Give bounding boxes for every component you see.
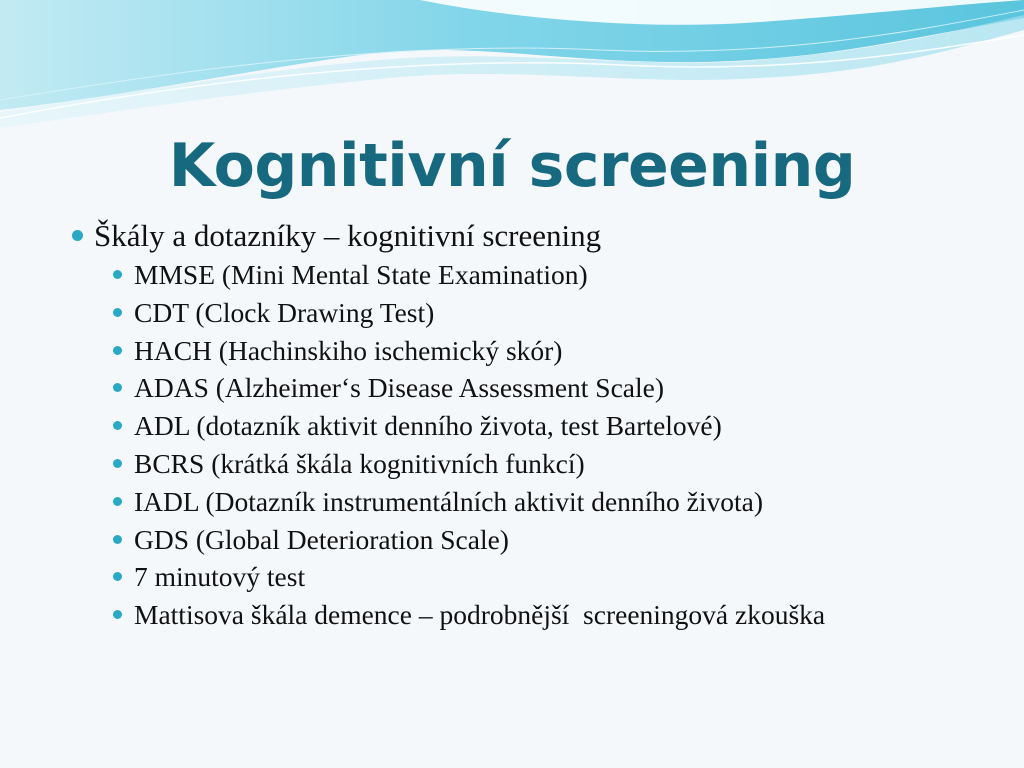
sub-bullet-list xyxy=(70,258,970,631)
list-item-text: IADL (Dotazník instrumentálních aktivit denního života) xyxy=(134,485,764,517)
list-item xyxy=(109,447,970,480)
bullet-icon xyxy=(113,421,122,430)
list-item xyxy=(109,485,970,518)
bullet-icon xyxy=(113,572,122,581)
list-item xyxy=(109,523,970,556)
list-item-text: Mattisova škála demence – podrobnější screeningová zkouška xyxy=(134,599,826,631)
bullet-icon xyxy=(113,383,122,392)
bullet-icon xyxy=(72,230,83,241)
bullet-icon xyxy=(113,610,122,619)
list-item xyxy=(109,409,970,442)
list-item-text: MMSE (Mini Mental State Examination) xyxy=(134,259,588,290)
slide-content xyxy=(70,216,970,636)
header-wave-decoration xyxy=(0,0,1024,130)
list-item-text: 7 minutový test xyxy=(134,561,306,593)
main-bullet-text: Škály a dotazníky – kognitivní screening xyxy=(94,218,602,253)
list-item-text: ADL (dotazník aktivit denního života, test Bartelové) xyxy=(134,410,722,442)
bullet-icon xyxy=(113,346,122,355)
list-item-text: BCRS (krátká škála kognitivních funkcí) xyxy=(134,447,585,479)
list-item xyxy=(109,296,970,329)
bullet-icon xyxy=(113,459,122,468)
slide-title: Kognitivní screening xyxy=(168,131,856,201)
bullet-icon xyxy=(113,497,122,506)
list-item xyxy=(109,371,970,404)
list-item-text: HACH (Hachinskiho ischemický skór) xyxy=(134,334,563,366)
list-item xyxy=(109,334,970,367)
list-item xyxy=(109,598,874,631)
list-item-text: ADAS (Alzheimer‘s Disease Assessment Scale) xyxy=(134,372,665,404)
main-bullet-item xyxy=(70,216,970,256)
bullet-icon xyxy=(113,308,122,317)
list-item-text: CDT (Clock Drawing Test) xyxy=(134,296,435,328)
list-item xyxy=(109,258,970,291)
bullet-icon xyxy=(113,270,122,279)
list-item-text: GDS (Global Deterioration Scale) xyxy=(134,523,509,555)
bullet-icon xyxy=(113,535,122,544)
list-item xyxy=(109,560,970,593)
